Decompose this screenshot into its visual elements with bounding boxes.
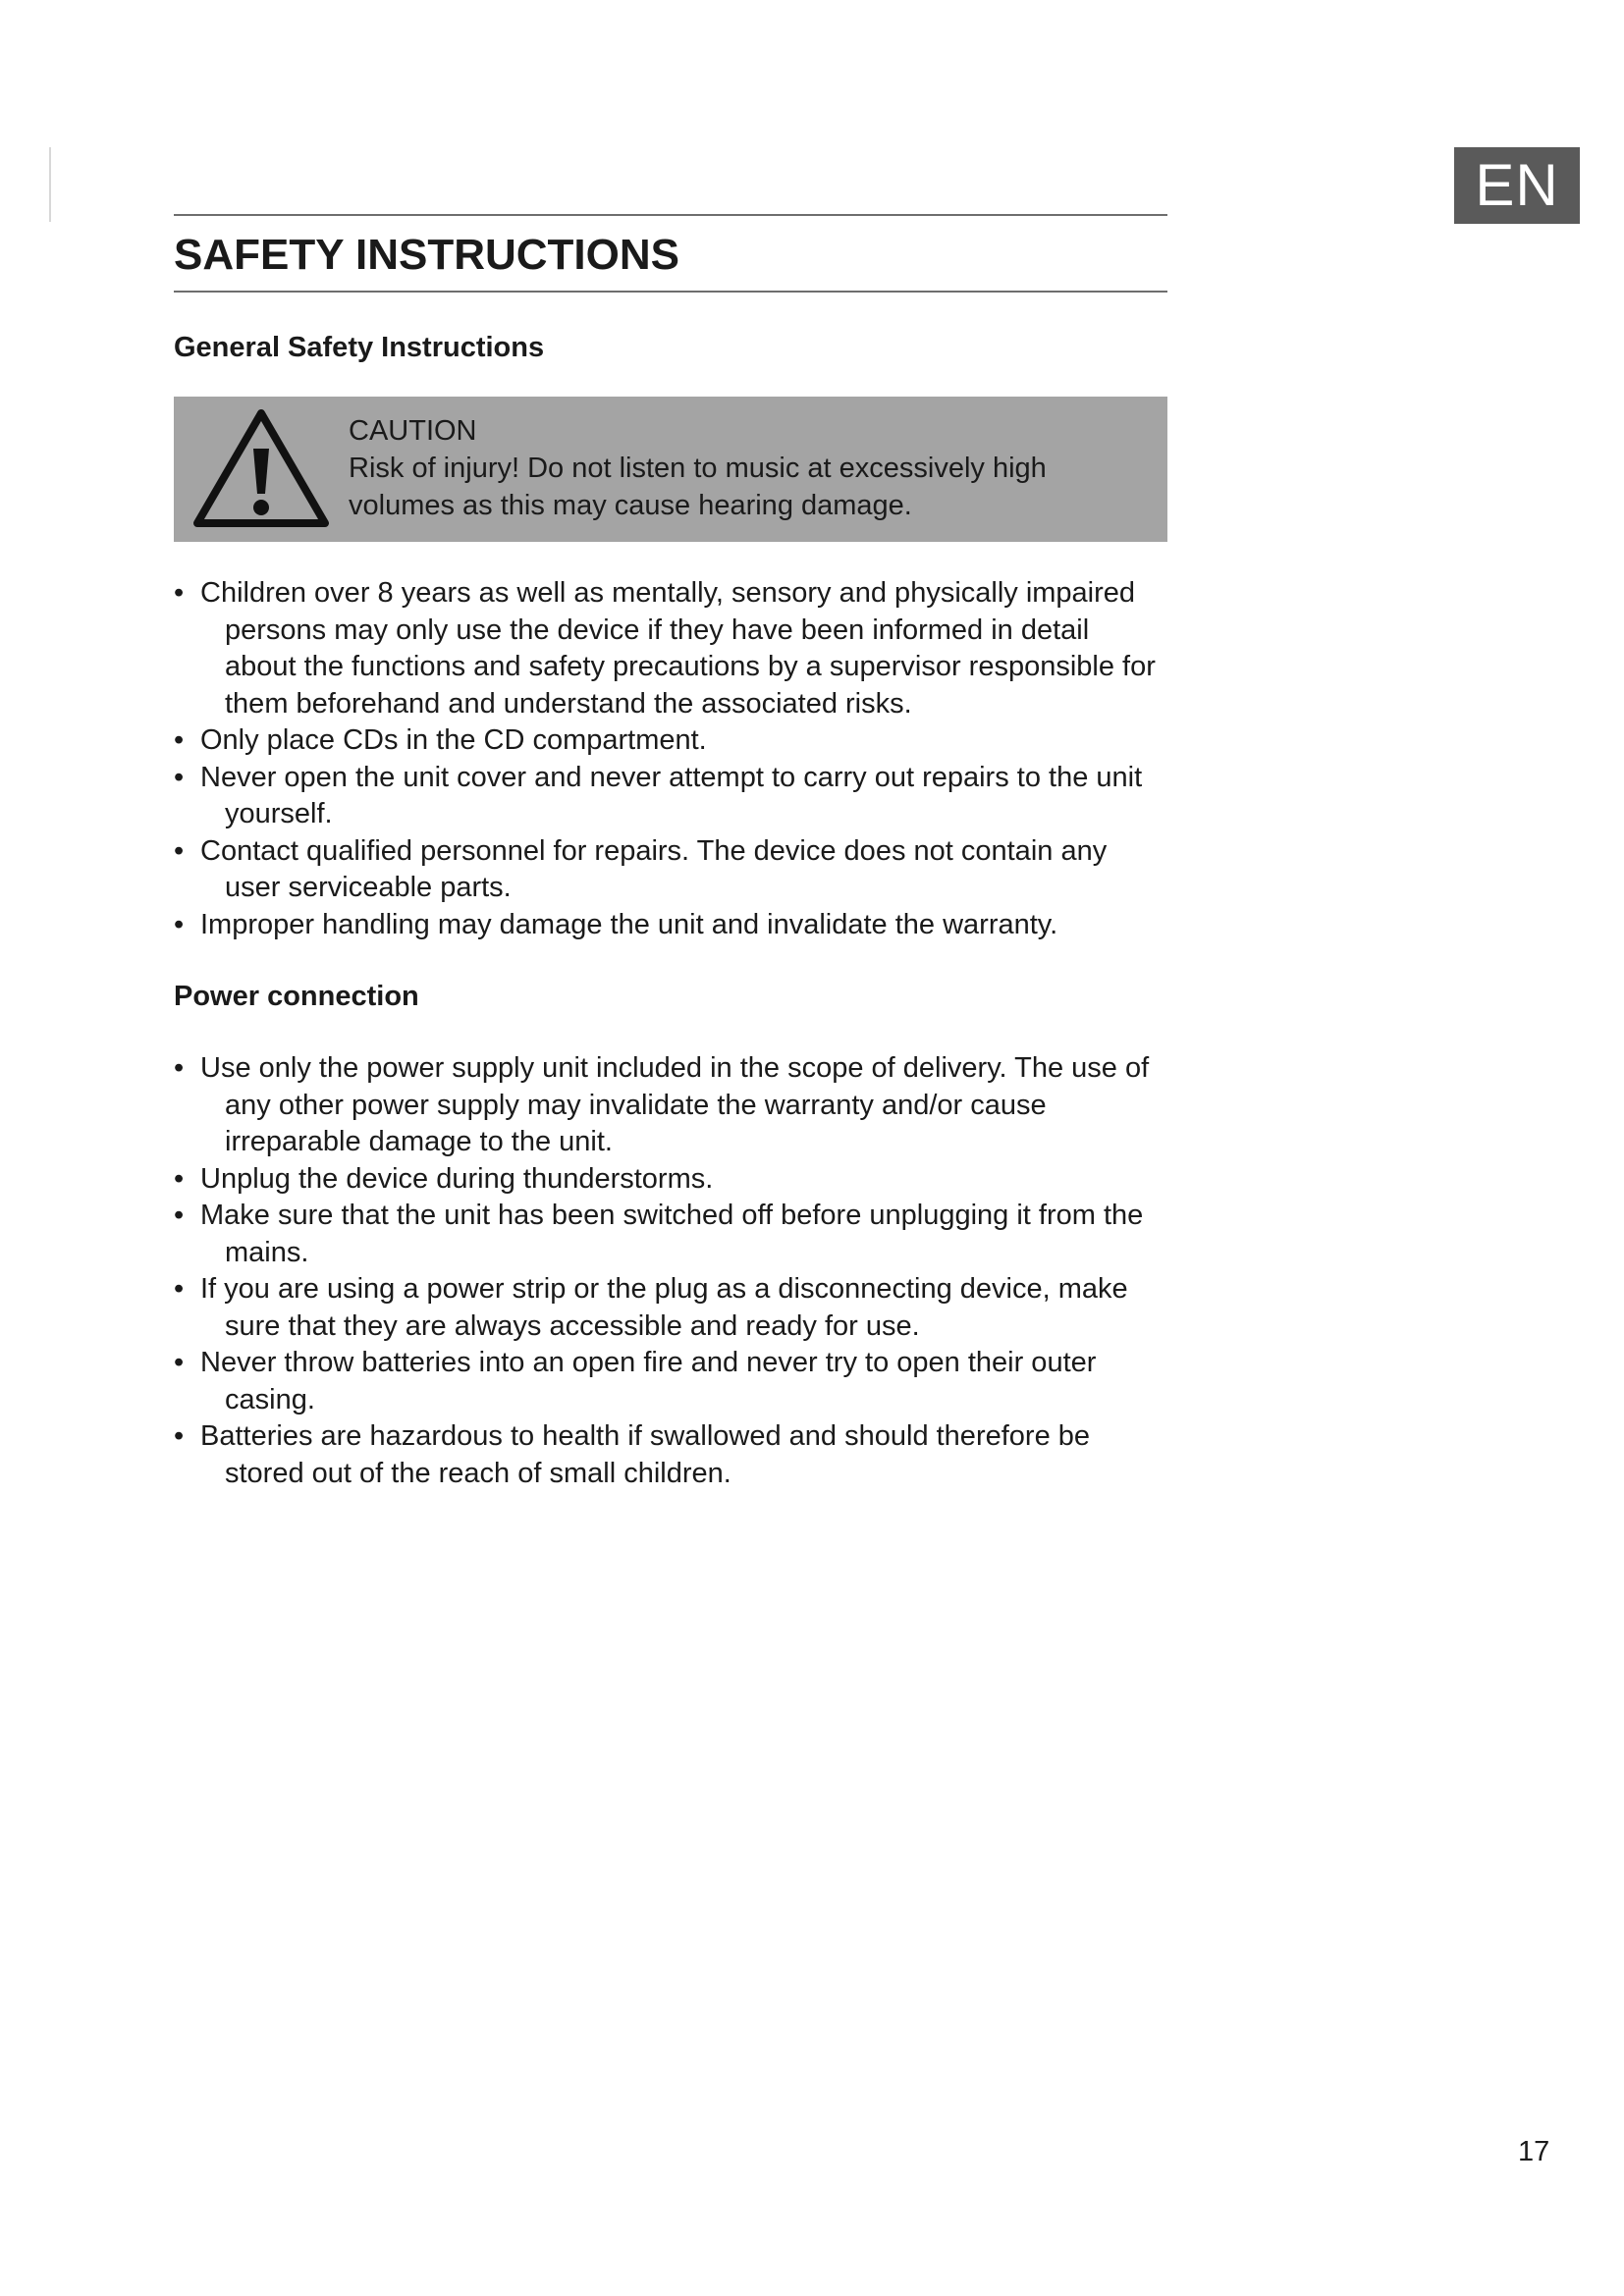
power-connection-heading: Power connection (174, 981, 419, 1012)
list-item: • Unplug the device during thunderstorms. (174, 1161, 1167, 1199)
list-item: • Batteries are hazardous to health if swallowed and should therefore be stored out of the reach of small children. (174, 1418, 1167, 1492)
title-top-rule (174, 214, 1167, 216)
caution-box (174, 397, 1167, 542)
page-content (174, 214, 1167, 1492)
list-item: • Contact qualified personnel for repairs. The device does not contain any user serviceable parts. (174, 833, 1167, 907)
margin-line (49, 147, 51, 222)
caution-text-block (349, 412, 1148, 524)
language-badge: EN (1454, 147, 1580, 224)
general-safety-heading: General Safety Instructions (174, 332, 545, 363)
list-item: • Never throw batteries into an open fire and never try to open their outer casing. (174, 1345, 1167, 1418)
list-item: • Only place CDs in the CD compartment. (174, 722, 1167, 760)
list-item: • If you are using a power strip or the plug as a disconnecting device, make sure that they are always accessible and ready for use. (174, 1271, 1167, 1345)
list-item: • Improper handling may damage the unit and invalidate the warranty. (174, 907, 1167, 944)
warning-triangle-icon (191, 407, 331, 531)
caution-title: CAUTION (349, 415, 477, 447)
title-bottom-rule (174, 291, 1167, 293)
page-title: SAFETY INSTRUCTIONS (174, 231, 680, 279)
power-connection-list (174, 1050, 1167, 1492)
list-item: • Children over 8 years as well as mentally, sensory and physically impaired persons may only use the device if they have been informed in detail about the functions and safety precautions by a supervisor responsible for them beforehand and understand the associated risks. (174, 575, 1167, 722)
general-safety-list (174, 575, 1167, 943)
list-item: • Never open the unit cover and never attempt to carry out repairs to the unit yourself. (174, 760, 1167, 833)
list-item: • Make sure that the unit has been switched off before unplugging it from the mains. (174, 1198, 1167, 1271)
page-number: 17 (1518, 2136, 1550, 2167)
list-item: • Use only the power supply unit included in the scope of delivery. The use of any other power supply may invalidate the warranty and/or cause irreparable damage to the unit. (174, 1050, 1167, 1161)
caution-message: Risk of injury! Do not listen to music at excessively high volumes as this may cause hearing damage. (349, 453, 1047, 521)
